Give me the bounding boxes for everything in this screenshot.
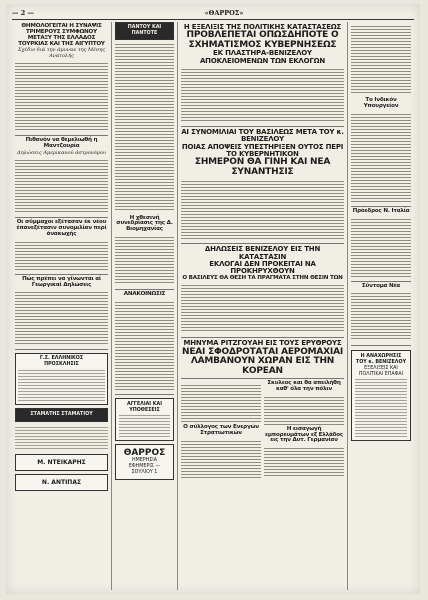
headline-politics-1: Η ΕΞΕΛΙΞΙΣ ΤΗΣ ΠΟΛΙΤΙΚΗΣ ΚΑΤΑΣΤΑΣΕΩΣ (183, 23, 342, 31)
article-pact (15, 22, 108, 136)
headline-venizelos-3: Ο ΒΑΣΙΛΕΥΣ ΘΑ ΘΕΣΗ ΤΑ ΠΡΑΓΜΑΤΑ ΣΤΗΝ ΘΕΣΙΝ ΤΩΝ (182, 274, 343, 281)
ad-title: Μ. ΝΤΕΙΚΑΡΗΣ (37, 458, 86, 466)
article-body (181, 383, 261, 423)
article-body (115, 300, 174, 390)
ad-classifieds (115, 398, 174, 442)
article-farm (15, 275, 108, 351)
ad-title: ΑΓΓΕΛΙΑΙ ΚΑΙ ΥΠΟΘΕΣΕΙΣ (127, 401, 162, 413)
ad-body (18, 368, 105, 402)
article-body (15, 290, 108, 345)
article-short (351, 282, 411, 347)
article-body (181, 179, 344, 239)
article-body (15, 61, 108, 131)
headline-politics-2: ΠΡΟΒΛΕΠΕΤΑΙ ΟΠΩΣΔΗΠΟΤΕ Ο ΣΧΗΜΑΤΙΣΜΟΣ ΚΥΒΕΡΝΗΣΕΩΣ (186, 30, 339, 50)
masthead-rule (12, 19, 414, 20)
article-venizelos (181, 244, 344, 338)
newspaper-name: «ΘΑΡΡΟΣ» (204, 9, 244, 17)
article-italy (351, 207, 411, 282)
headline-small-1: Ο σύλλογος των Ενεργών Στρατιωτικών (183, 424, 259, 436)
ad-stamatis (15, 408, 108, 422)
headline-announce: ΑΝΑΚΟΙΝΩΣΙΣ (123, 291, 166, 298)
article-industry (115, 214, 174, 291)
article-body (15, 240, 108, 270)
lower-left (181, 381, 261, 481)
headline-short: Σύντομα Νέα (361, 282, 401, 289)
ad-body (119, 413, 170, 437)
article-body (15, 158, 108, 213)
ad-title: Γ.Σ. ΕΛΛΗΝΙΚΟΣ (39, 356, 84, 362)
masthead (12, 8, 414, 18)
box-title: ΠΑΝΤΟΥ ΚΑΙ ΠΑΝΤΟΤΕ (127, 25, 162, 36)
headline-korea-1: ΜΗΝΥΜΑ ΡΙΤΖΓΟΥΑΗ ΕΙΣ ΤΟΥΣ ΕΡΥΘΡΟΥΣ (183, 339, 342, 348)
announcement (115, 290, 174, 395)
ad-sub: ΗΜΕΡΗΣΙΑ ΕΦΗΜΕΡΙΣ — ΣΟΥΛΙΟΥ 1 (128, 458, 161, 475)
article-king (181, 127, 344, 244)
box-pantou (115, 22, 174, 40)
far-right-column (348, 22, 414, 590)
ad-title: ΣΤΑΜΑΤΗΣ ΣΤΑΜΑΤΙΟΥ (30, 411, 93, 417)
article-body (351, 291, 411, 341)
box-title: Η ΑΝΑΧΩΡΗΣΙΣ ΤΟΥ κ. ΒΕΝΙΖΕΛΟΥ (355, 354, 407, 366)
article-body (181, 67, 344, 122)
ad-tharros (115, 444, 174, 479)
headline-venizelos-1: ΔΗΛΩΣΕΙΣ ΒΕΝΙΖΕΛΟΥ ΕΙΣ ΤΗΝ ΚΑΤΑΣΤΑΣΙΝ (204, 245, 321, 261)
headline-industry: Η χθεσινή συνεδρίασις της Δ. Βιομηχανίας (116, 214, 173, 233)
headline-pact: ΘΗΜΟΛΟΓΕΙΤΑΙ Η ΣΥΝΑΨΙΣ ΤΡΙΜΕΡΟΥΣ ΣΥΜΦΩΝΟΥ ΜΕΤΑΞΥ ΤΗΣ ΕΛΛΑΔΟΣ ΤΟΥΡΚΙΑΣ ΚΑΙ ΤΗΣ ΑΙΓΥΠΤΟΥ (18, 23, 105, 47)
ad-ellinikos (15, 353, 108, 405)
article-body (181, 283, 344, 333)
article-manchuria (15, 136, 108, 218)
lower-right (264, 381, 344, 481)
article-korea (181, 338, 344, 379)
article-body (15, 425, 108, 451)
ad-nteikaris (15, 454, 108, 471)
headline-allies: Οι σύμμαχοι εξέτασαν έκ νέου έπανεξέτασιν συνομιλίαν περί άνακωχής (16, 219, 107, 237)
headline-politics-3: ΕΚ ΠΛΑΣΤΗΡΑ-ΒΕΝΙΖΕΛΟΥ ΑΠΟΚΛΕΙΟΜΕΝΩΝ ΤΩΝ ΕΚΛΟΓΩΝ (199, 49, 326, 65)
headline-italy: Πρόεδρος Ν. Ιταλία (352, 207, 410, 214)
headline-manchuria: Πιθανόν να θεμελιωθή η Μαντζουρία (25, 137, 98, 150)
article-body (181, 439, 261, 479)
newspaper-page (6, 4, 420, 594)
headline-king-3: ΣΗΜΕΡΟΝ ΘΑ ΓΙΝΗ ΚΑΙ ΝΕΑ ΣΥΝΑΝΤΗΣΙΣ (194, 157, 331, 177)
ad-title: Ν. ΑΝΤΙΠΑΣ (41, 478, 82, 486)
headline-king-1: ΑΙ ΣΥΝΟΜΙΛΙΑΙ ΤΟΥ ΒΑΣΙΛΕΩΣ ΜΕΤΑ ΤΟΥ κ. ΒΕΝΙΖΕΛΟΥ (181, 127, 344, 144)
main-area (178, 22, 348, 590)
mid-left-column (112, 22, 178, 590)
article-body (115, 42, 174, 212)
article-body (264, 395, 344, 425)
ad-antipas (15, 474, 108, 491)
article-body (115, 235, 174, 285)
article-body (351, 24, 411, 94)
headline-king-2: ΠΟΙΑΣ ΑΠΟΨΕΙΣ ΥΠΕΣΤΗΡΙΞΕΝ ΟΥΤΟΣ ΠΕΡΙ ΤΟ ΚΥΒΕΡΝΗΤΙΚΟΝ (181, 142, 344, 158)
article-body (351, 217, 411, 277)
article-body (264, 446, 344, 476)
lower-split (181, 381, 344, 481)
box-venizelos-departure (351, 350, 411, 441)
page-number: — 2 — (12, 9, 35, 17)
subhead-pact: Σχέδιο διά την άμυναν της Μέσης Ανατολής (17, 47, 106, 60)
article-india (351, 96, 411, 207)
ad-sub: ΠΡΟΣΚΛΗΣΙΣ (44, 362, 79, 368)
headline-venizelos-2: ΕΚΛΟΓΑΙ ΔΕΝ ΠΡΟΚΕΙΤΑΙ ΝΑ ΠΡΟΚΗΡΥΧΘΟΥΝ (209, 259, 316, 276)
headline-farm: Πώς πρέπει να γίνωνται αί Γεωργικαί Δηλώσεις (22, 275, 101, 288)
headline-india: Το Ινδικόν Υπουργείον (363, 97, 399, 109)
box-sub: ΕΞΕΛΙΞΕΙΣ ΚΑΙ ΠΟΛΙΤΙΚΑΙ ΕΠΑΦΑΙ (358, 365, 404, 377)
ad-title: ΘΑΡΡΟΣ (123, 448, 166, 459)
subhead-manchuria: Δηλώσεις Αμερικανού άστρονόμου (17, 150, 106, 157)
headline-small-3: Η εισαγωγή εμπορευμάτων εξ Ελλάδος εις την Δυτ. Γερμανίαν (264, 425, 344, 444)
left-column (12, 22, 112, 590)
box-body (355, 377, 407, 437)
article-politics (181, 22, 344, 127)
headline-korea-2: ΝΕΑΙ ΣΦΟΔΡΟΤΑΤΑΙ ΑΕΡΟΜΑΧΙΑΙ ΛΑΜΒΑΝΟΥΝ ΧΩΡΑΝ ΕΙΣ ΤΗΝ ΚΟΡΕΑΝ (182, 346, 343, 376)
article-allies (15, 218, 108, 275)
article-body (351, 112, 411, 202)
headline-small-2: Σκυλεος και θα απειλήθη καθ' όλα την πόλιν (267, 380, 341, 392)
